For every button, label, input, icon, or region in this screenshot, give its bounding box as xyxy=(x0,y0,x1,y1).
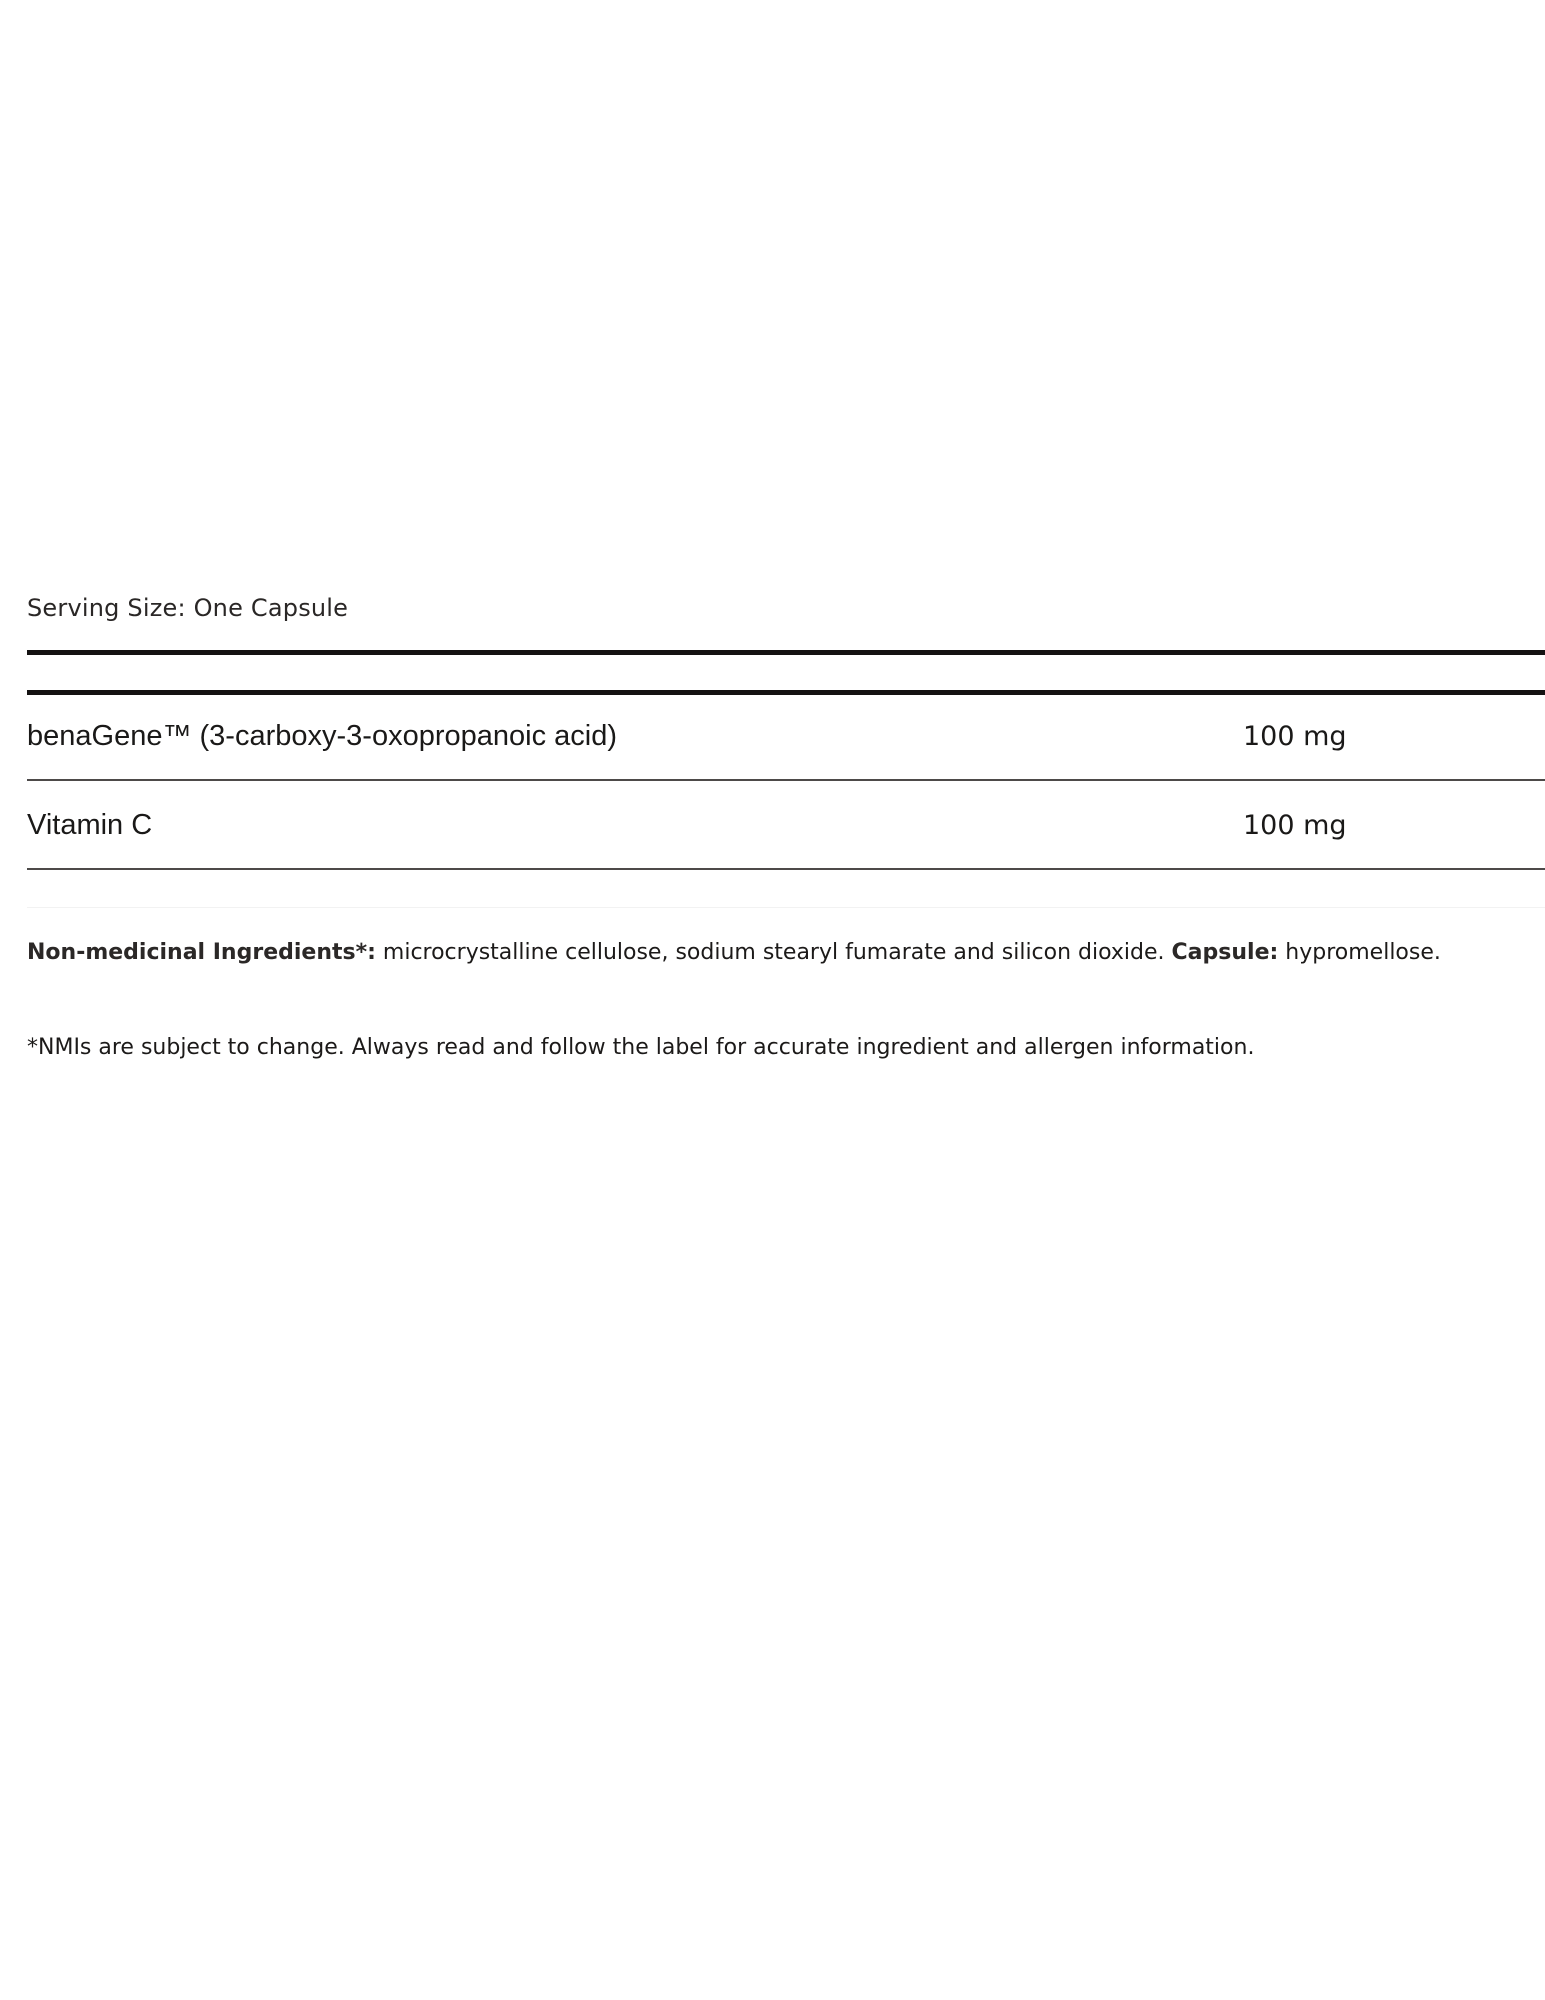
row-divider xyxy=(27,779,1545,781)
non-medicinal-label: Non-medicinal Ingredients*: xyxy=(27,940,376,965)
ingredient-row xyxy=(27,695,1545,781)
section-divider xyxy=(27,907,1545,908)
supplement-facts-panel xyxy=(27,0,1545,2000)
serving-size: Serving Size: One Capsule xyxy=(27,594,349,622)
ingredient-row xyxy=(27,784,1545,870)
ingredient-amount: 100 mg xyxy=(1243,810,1347,841)
non-medicinal-text: microcrystalline cellulose, sodium stearyl fumarate and silicon dioxide. xyxy=(375,940,1172,965)
nmi-disclaimer: *NMIs are subject to change. Always read and follow the label for accurate ingredient and allergen information. xyxy=(27,1035,1255,1060)
header-divider-top xyxy=(27,650,1545,655)
capsule-text: hypromellose. xyxy=(1278,940,1441,965)
ingredient-name: benaGene™ (3-carboxy-3-oxopropanoic acid) xyxy=(27,720,617,752)
non-medicinal-ingredients xyxy=(27,940,1441,965)
capsule-label: Capsule: xyxy=(1171,940,1279,965)
ingredient-amount: 100 mg xyxy=(1243,721,1347,752)
ingredient-name: Vitamin C xyxy=(27,809,153,841)
row-divider xyxy=(27,868,1545,870)
